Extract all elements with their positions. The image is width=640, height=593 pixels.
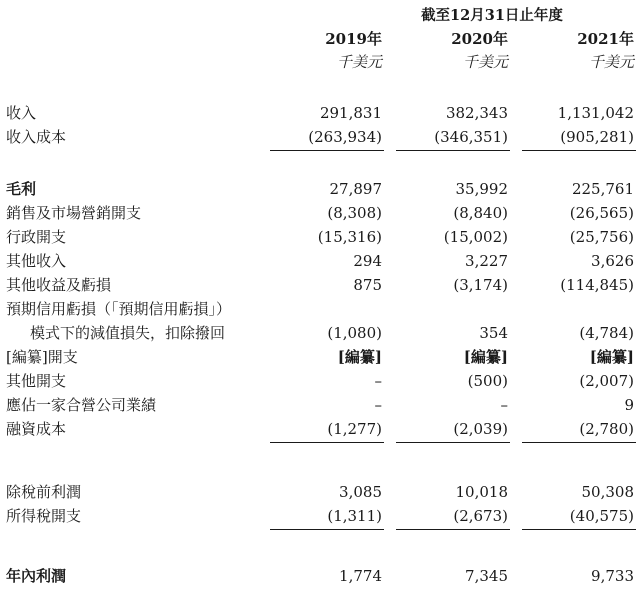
- row-label: 所得稅開支: [6, 507, 82, 525]
- value-2020: (8,840): [453, 204, 508, 222]
- subtotal-rule: [396, 529, 510, 530]
- table-row-jv-share: [0, 393, 640, 417]
- value-2020: (3,174): [453, 276, 508, 294]
- subtotal-rule: [522, 529, 636, 530]
- value-2019: 875: [353, 276, 382, 294]
- value-2019: (1,311): [327, 507, 382, 525]
- row-label: 模式下的減值損失，扣除撥回: [30, 324, 226, 342]
- value-2019: 1,774: [339, 567, 382, 585]
- table-row-finance-costs: [0, 417, 640, 441]
- subtotal-rule: [270, 529, 384, 530]
- value-2020: (500): [467, 372, 508, 390]
- value-2020: 382,343: [445, 104, 508, 122]
- row-label: 融資成本: [6, 420, 67, 438]
- value-2019: (1,080): [327, 324, 382, 342]
- row-label: 收入: [6, 104, 37, 122]
- value-2021: (40,575): [569, 507, 634, 525]
- value-2021: (2,780): [579, 420, 634, 438]
- value-2020: 354: [479, 324, 508, 342]
- value-2020: [編纂]: [463, 348, 508, 366]
- unit-label-2020: 千美元: [462, 53, 508, 71]
- value-2019: (15,316): [317, 228, 382, 246]
- subtotal-rule: [396, 442, 510, 443]
- value-2020: 3,227: [465, 252, 508, 270]
- subtotal-rule: [396, 150, 510, 151]
- table-row-redacted-expenses: [0, 345, 640, 369]
- row-label: 其他開支: [6, 372, 67, 390]
- value-2019: [編纂]: [337, 348, 382, 366]
- year-2019-header: 2019年: [325, 30, 382, 48]
- year-2021-header: 2021年: [577, 30, 634, 48]
- table-row-gross-profit: [0, 177, 640, 201]
- table-row-other-expenses: [0, 369, 640, 393]
- value-2020: 35,992: [455, 180, 508, 198]
- row-label: 年內利潤: [6, 567, 67, 585]
- unit-label-2019: 千美元: [336, 53, 382, 71]
- row-label: [編纂]開支: [6, 348, 78, 366]
- value-2019: (263,934): [308, 128, 382, 146]
- value-2019: (8,308): [327, 204, 382, 222]
- value-2021: 3,626: [591, 252, 634, 270]
- value-2021: 9: [624, 396, 634, 414]
- value-2020: 7,345: [465, 567, 508, 585]
- value-2020: (346,351): [434, 128, 508, 146]
- subtotal-rule: [522, 442, 636, 443]
- value-2021: (905,281): [560, 128, 634, 146]
- unit-label-2021: 千美元: [588, 53, 634, 71]
- table-row-cost-of-revenue: [0, 125, 640, 149]
- value-2019: 291,831: [319, 104, 382, 122]
- value-2021: (2,007): [579, 372, 634, 390]
- value-2019: –: [374, 372, 382, 390]
- value-2019: 27,897: [329, 180, 382, 198]
- value-2019: (1,277): [327, 420, 382, 438]
- year-2020-header: 2020年: [451, 30, 508, 48]
- table-row-selling-expenses: [0, 201, 640, 225]
- row-label: 除稅前利潤: [6, 483, 82, 501]
- table-row-ecl-heading: [0, 297, 640, 321]
- value-2019: 3,085: [339, 483, 382, 501]
- row-label: 收入成本: [6, 128, 67, 146]
- table-row-admin-expenses: [0, 225, 640, 249]
- value-2021: 50,308: [581, 483, 634, 501]
- row-label: 預期信用虧損（「預期信用虧損」）: [6, 300, 232, 318]
- value-2020: 10,018: [455, 483, 508, 501]
- value-2021: [編纂]: [589, 348, 634, 366]
- table-row-profit-for-year: [0, 564, 640, 588]
- value-2021: (26,565): [569, 204, 634, 222]
- value-2021: 9,733: [591, 567, 634, 585]
- row-label: 銷售及市場營銷開支: [6, 204, 142, 222]
- row-label: 應佔一家合營公司業績: [6, 396, 157, 414]
- period-header: 截至12月31日止年度: [421, 7, 563, 24]
- value-2020: (2,673): [453, 507, 508, 525]
- row-label: 其他收益及虧損: [6, 276, 112, 294]
- value-2021: 225,761: [571, 180, 634, 198]
- row-label: 其他收入: [6, 252, 67, 270]
- value-2020: (2,039): [453, 420, 508, 438]
- row-label: 行政開支: [6, 228, 67, 246]
- subtotal-rule: [270, 442, 384, 443]
- value-2021: (114,845): [560, 276, 634, 294]
- value-2020: (15,002): [443, 228, 508, 246]
- table-row-profit-before-tax: [0, 480, 640, 504]
- table-row-revenue: [0, 101, 640, 125]
- table-row-income-tax: [0, 504, 640, 528]
- table-row-ecl-impairment: [0, 321, 640, 345]
- row-label: 毛利: [6, 180, 37, 198]
- value-2021: (4,784): [579, 324, 634, 342]
- value-2020: –: [500, 396, 508, 414]
- table-row-other-income: [0, 249, 640, 273]
- subtotal-rule: [522, 150, 636, 151]
- table-row-other-gains-losses: [0, 273, 640, 297]
- value-2021: 1,131,042: [557, 104, 634, 122]
- subtotal-rule: [270, 150, 384, 151]
- value-2021: (25,756): [569, 228, 634, 246]
- value-2019: 294: [353, 252, 382, 270]
- value-2019: –: [374, 396, 382, 414]
